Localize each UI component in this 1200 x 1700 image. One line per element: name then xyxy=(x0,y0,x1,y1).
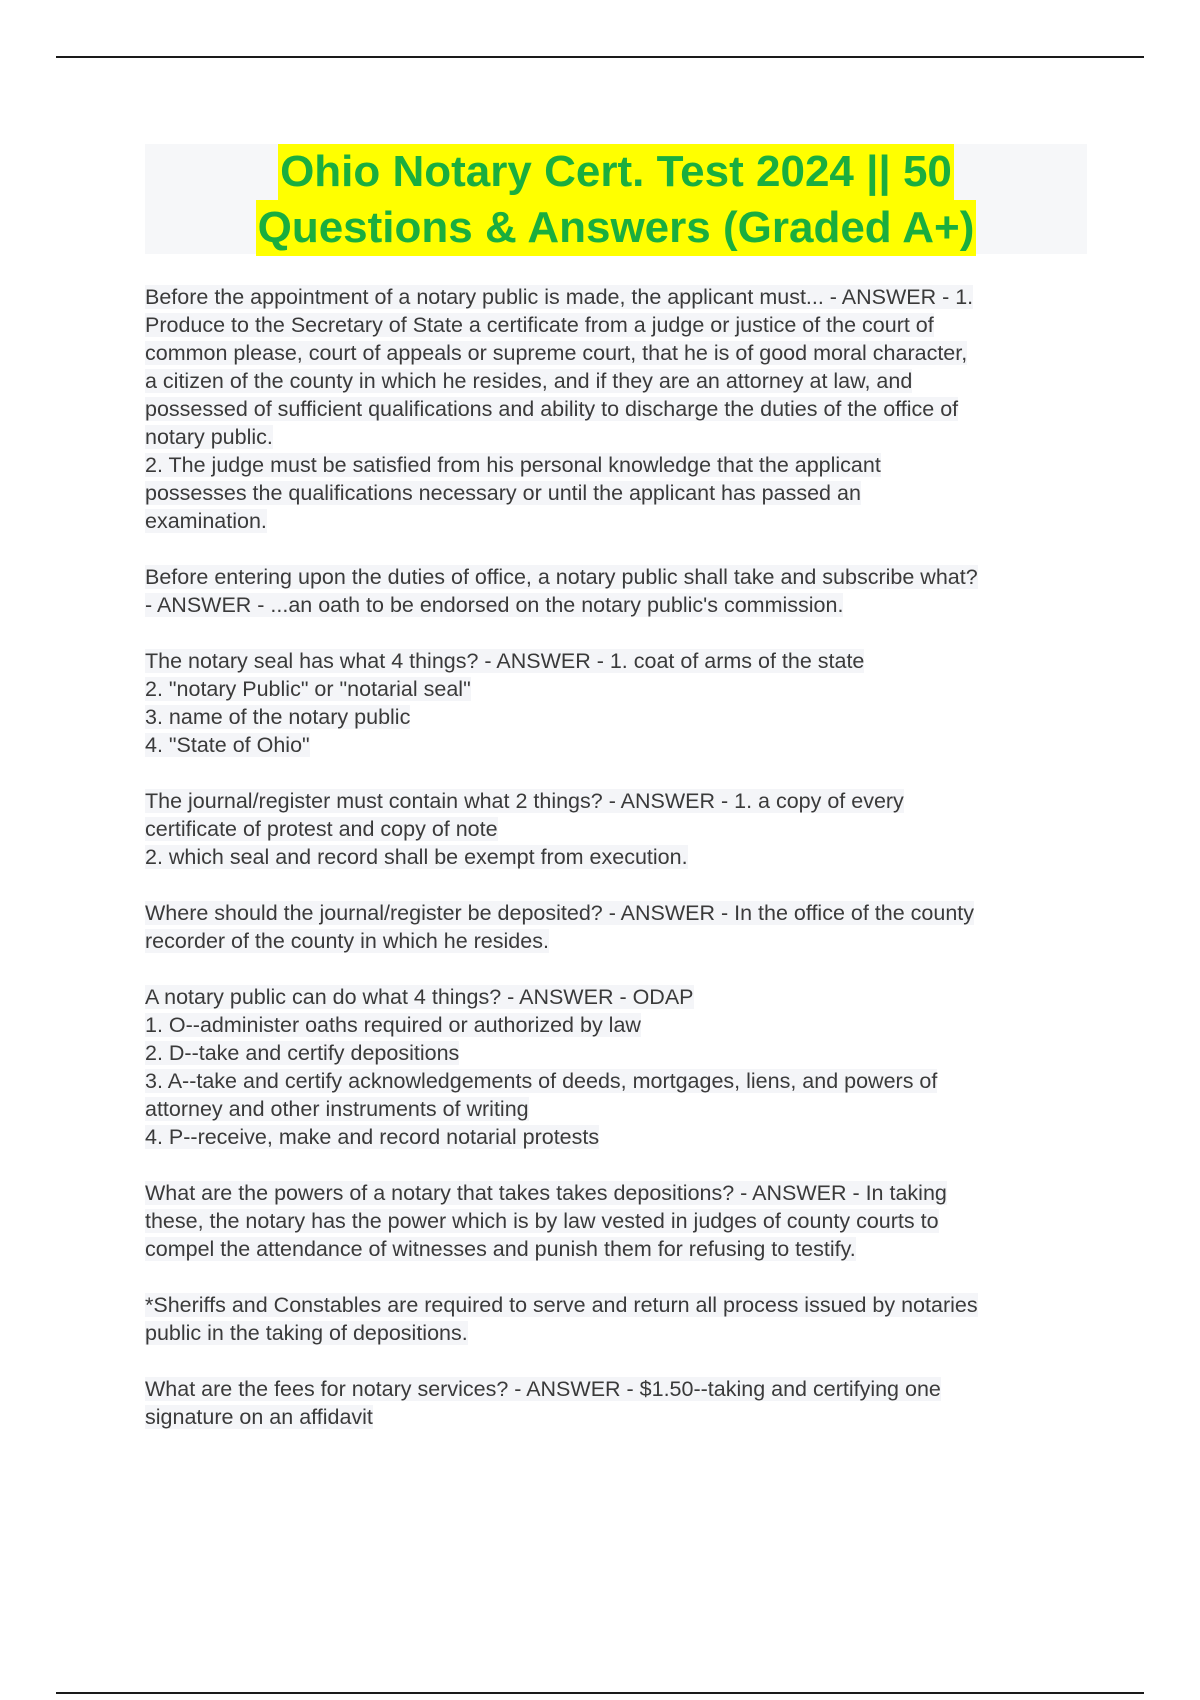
text-line-content: The notary seal has what 4 things? - ANSWER - 1. coat of arms of the state xyxy=(145,649,865,673)
text-line-content: - ANSWER - ...an oath to be endorsed on the notary public's commission. xyxy=(145,593,844,617)
qa-entry xyxy=(145,899,1105,955)
text-line-content: Before the appointment of a notary public is made, the applicant must... - ANSWER - 1. xyxy=(145,285,974,309)
text-line-content: compel the attendance of witnesses and punish them for refusing to testify. xyxy=(145,1237,856,1261)
text-line-content: A notary public can do what 4 things? - ANSWER - ODAP xyxy=(145,985,694,1009)
text-line xyxy=(145,787,1105,815)
text-line xyxy=(145,479,1105,507)
qa-entry xyxy=(145,563,1105,619)
text-line xyxy=(145,507,1105,535)
text-line-content: signature on an affidavit xyxy=(145,1405,373,1429)
qa-entry xyxy=(145,1375,1105,1431)
text-line-content: common please, court of appeals or supreme court, that he is of good moral character, xyxy=(145,341,968,365)
text-line-content: 4. P--receive, make and record notarial protests xyxy=(145,1125,600,1149)
text-line xyxy=(145,1095,1105,1123)
top-rule xyxy=(56,56,1144,58)
text-line-content: 3. name of the notary public xyxy=(145,705,411,729)
bottom-rule xyxy=(56,1692,1144,1694)
document-title xyxy=(145,144,1087,254)
text-line-content: certificate of protest and copy of note xyxy=(145,817,498,841)
text-line-content: 3. A--take and certify acknowledgements of deeds, mortgages, liens, and powers of xyxy=(145,1069,938,1093)
text-line xyxy=(145,1123,1105,1151)
text-line xyxy=(145,1179,1105,1207)
text-line xyxy=(145,1403,1105,1431)
text-line xyxy=(145,1235,1105,1263)
text-line xyxy=(145,591,1105,619)
text-line-content: Before entering upon the duties of office, a notary public shall take and subscribe what? xyxy=(145,565,978,589)
text-line xyxy=(145,731,1105,759)
text-line-content: possessed of sufficient qualifications and ability to discharge the duties of the office of xyxy=(145,397,959,421)
text-line xyxy=(145,703,1105,731)
text-line-content: attorney and other instruments of writing xyxy=(145,1097,529,1121)
text-line xyxy=(145,283,1105,311)
text-line xyxy=(145,1207,1105,1235)
qa-entry xyxy=(145,787,1105,871)
text-line xyxy=(145,843,1105,871)
text-line-content: notary public. xyxy=(145,425,273,449)
text-line xyxy=(145,311,1105,339)
text-line-content: 2. which seal and record shall be exempt from execution. xyxy=(145,845,688,869)
text-line xyxy=(145,451,1105,479)
text-line-content: 2. D--take and certify depositions xyxy=(145,1041,460,1065)
text-line-content: Produce to the Secretary of State a certificate from a judge or justice of the court of xyxy=(145,313,934,337)
text-line xyxy=(145,1011,1105,1039)
text-line xyxy=(145,1319,1105,1347)
text-line-content: 2. "notary Public" or "notarial seal" xyxy=(145,677,471,701)
text-line-content: a citizen of the county in which he resides, and if they are an attorney at law, and xyxy=(145,369,913,393)
text-line xyxy=(145,675,1105,703)
qa-entry xyxy=(145,647,1105,759)
text-line xyxy=(145,1067,1105,1095)
qa-entry xyxy=(145,283,1105,535)
text-line-content: public in the taking of depositions. xyxy=(145,1321,468,1345)
text-line xyxy=(145,395,1105,423)
text-line-content: recorder of the county in which he resides. xyxy=(145,929,549,953)
text-line xyxy=(145,927,1105,955)
text-line xyxy=(145,339,1105,367)
text-line xyxy=(145,1039,1105,1067)
text-line-content: What are the powers of a notary that takes takes depositions? - ANSWER - In taking xyxy=(145,1181,947,1205)
text-line xyxy=(145,647,1105,675)
text-line xyxy=(145,899,1105,927)
text-line xyxy=(145,983,1105,1011)
text-line xyxy=(145,423,1105,451)
text-line-content: these, the notary has the power which is by law vested in judges of county courts to xyxy=(145,1209,939,1233)
text-line-content: 4. "State of Ohio" xyxy=(145,733,310,757)
text-line xyxy=(145,563,1105,591)
text-line xyxy=(145,367,1105,395)
qa-entry xyxy=(145,983,1105,1151)
qa-entry xyxy=(145,1291,1105,1347)
text-line-content: 1. O--administer oaths required or authorized by law xyxy=(145,1013,641,1037)
text-line xyxy=(145,1375,1105,1403)
text-line-content: examination. xyxy=(145,509,267,533)
text-line xyxy=(145,1291,1105,1319)
text-line xyxy=(145,815,1105,843)
text-line-content: 2. The judge must be satisfied from his personal knowledge that the applicant xyxy=(145,453,881,477)
text-line-content: *Sheriffs and Constables are required to serve and return all process issued by notaries xyxy=(145,1293,978,1317)
title-line-1: Ohio Notary Cert. Test 2024 || 50 xyxy=(278,144,954,200)
text-line-content: The journal/register must contain what 2 things? - ANSWER - 1. a copy of every xyxy=(145,789,904,813)
qa-content xyxy=(145,283,1105,1459)
qa-entry xyxy=(145,1179,1105,1263)
text-line-content: possesses the qualifications necessary or until the applicant has passed an xyxy=(145,481,861,505)
text-line-content: Where should the journal/register be deposited? - ANSWER - In the office of the county xyxy=(145,901,974,925)
title-line-2: Questions & Answers (Graded A+) xyxy=(256,200,977,256)
text-line-content: What are the fees for notary services? - ANSWER - $1.50--taking and certifying one xyxy=(145,1377,941,1401)
